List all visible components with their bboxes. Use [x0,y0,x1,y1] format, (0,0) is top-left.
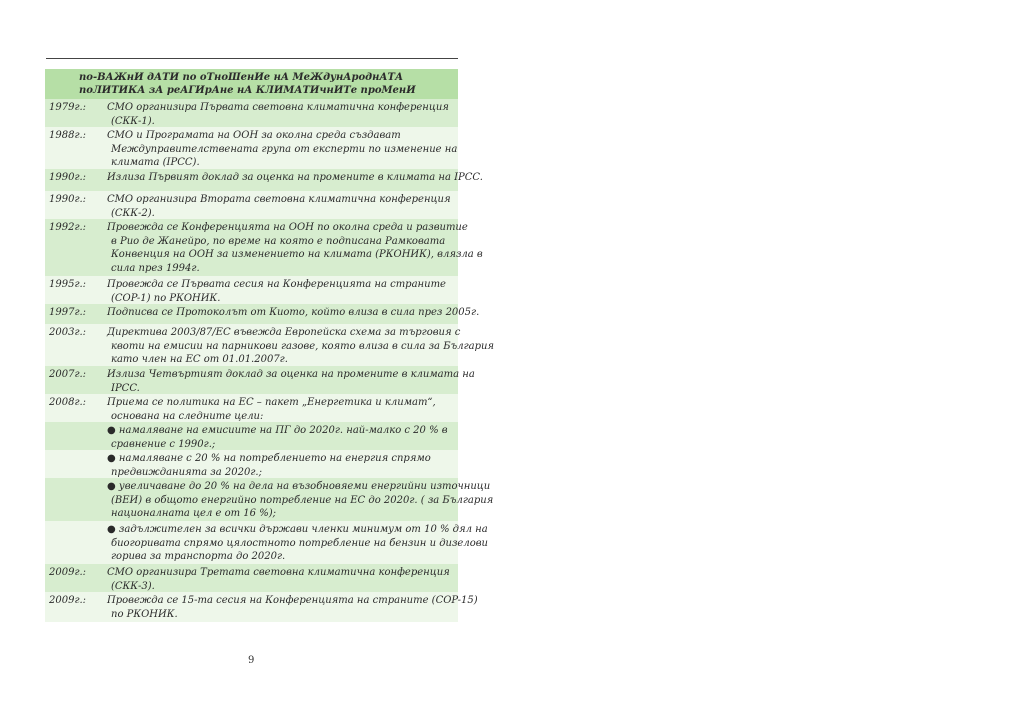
row-text-line: ● задължителен за всички държави членки минимум от 10 % дял на [107,524,488,535]
row-text-line: ● намаляване с 20 % на потреблението на енергия спрямо [107,453,431,464]
row-text-line: (СКК-2). [111,207,155,219]
table-row [45,450,458,478]
table-row [45,99,458,127]
table-row [45,422,458,450]
row-text-line: Приема се политика на ЕС – пакет „Енергетика и климат“, [107,397,436,408]
row-text-line: СМО организира Втората световна климатична конференция [107,194,451,205]
row-text-line: Конвенция на ООН за изменението на климата (РКОНИК), влязла в [111,249,483,261]
table-row [45,191,458,219]
row-date: 2008г.: [49,397,87,408]
row-date: 2007г.: [49,369,87,380]
row-date: 2009г.: [49,595,87,606]
row-text-line: квоти на емисии на парникови газове, която влиза в сила за България [111,340,495,352]
page-number: 9 [248,655,255,666]
top-rule [46,58,458,59]
row-date: 2003г.: [49,327,87,338]
row-text [107,306,481,324]
row-date [45,452,107,478]
row-text-line: предвижданията за 2020г.; [111,466,262,478]
row-text-line: Излиза Четвъртият доклад за оценка на промените в климата на [107,369,475,380]
row-text-line: като член на ЕС от 01.01.2007г. [111,354,288,366]
row-text [107,424,458,450]
row-text-line: Провежда се Конференцията на ООН по околна среда и развитие [107,222,468,233]
row-date: 2009г.: [49,567,87,578]
table-row [45,276,458,304]
row-text [107,594,480,622]
row-text-line: ● увеличаване до 20 % на дела на възобновяеми енергийни източници [107,481,491,492]
row-text-line: СМО организира Третата световна климатична конференция [107,567,450,578]
row-text-line: (COP-1) по РКОНИК. [111,292,221,304]
row-text [107,101,458,127]
row-date: 1990г.: [49,172,87,183]
row-date: 1992г.: [49,222,87,233]
header-line-2: поЛИТИКА зА реАГИрАне нА КЛИМАТИчнИТе проМенИ [79,85,416,96]
row-date [45,424,107,450]
row-text-line: (СКК-3). [111,580,155,592]
table-row [45,366,475,394]
row-text [107,396,458,422]
row-text [107,278,458,304]
row-text-line: Междуправителствената група от експерти по изменение на [111,143,458,155]
header-line-1: по-ВАЖнИ дАТИ по оТноШенИе нА МеЖдунАроднАТА [79,72,404,83]
table-header [45,69,458,99]
row-text-line: ● намаляване на емисиите на ПГ до 2020г. най-малко с 20 % в [107,425,448,436]
row-text-line: по РКОНИК. [111,608,178,620]
table-row [45,127,458,169]
row-text-line: климата (IPCC). [111,157,200,169]
row-date [45,480,107,521]
row-text-line: в Рио де Жанейро, по време на която е подписана Рамковата [111,235,446,247]
table-row [45,521,488,564]
row-text [107,566,458,592]
row-text [107,221,485,276]
table-body [45,99,495,622]
row-text-line: СМО и Програмата на ООН за околна среда създават [107,130,401,141]
row-text [107,193,458,219]
row-text-line: СМО организира Първата световна климатична конференция [107,102,449,113]
row-text-line: Подписва се Протоколът от Киото, който влиза в сила през 2005г. [107,307,480,318]
row-text-line: Провежда се Първата сесия на Конференцията на страните [107,279,446,290]
row-date [45,523,107,564]
row-text-line: горива за транспорта до 2020г. [111,551,286,563]
row-text-line: сила през 1994г. [111,262,200,274]
table-row [45,564,458,592]
table-row [45,304,480,324]
row-date: 1990г.: [49,194,87,205]
row-date: 1979г.: [49,102,87,113]
timeline-table [45,69,495,622]
row-text-line: Провежда се 15-та сесия на Конференцията на страните (COP-15) [107,595,478,606]
row-text-line: Директива 2003/87/ЕС въвежда Европейска схема за търговия с [107,327,461,338]
row-text [107,368,477,394]
row-text-line: биогоривата спрямо цялостното потребление на бензин и дизелови [111,537,488,549]
row-text [107,129,459,169]
row-text-line: (СКК-1). [111,115,155,127]
table-row [45,394,458,422]
table-row [45,219,483,276]
table-row [45,478,494,521]
table-row [45,592,478,622]
row-text [107,171,485,191]
row-text [107,452,458,478]
row-text-line: (ВЕИ) в общото енергийно потребление на ЕС до 2020г. ( за България [111,494,494,506]
row-text-line: сравнение с 1990г.; [111,438,216,450]
row-text [107,523,490,564]
table-row [45,169,483,191]
row-text [107,326,496,366]
row-text-line: Излиза Първият доклад за оценка на промените в климата на IPCC. [107,172,483,183]
table-row [45,324,495,366]
row-text-line: основана на следните цели: [111,410,264,422]
row-text [107,480,495,521]
row-date: 1997г.: [49,307,87,318]
row-date: 1988г.: [49,130,87,141]
row-text-line: IPCC. [111,382,140,394]
row-text-line: националната цел е от 16 %); [111,508,276,520]
row-date: 1995г.: [49,279,87,290]
